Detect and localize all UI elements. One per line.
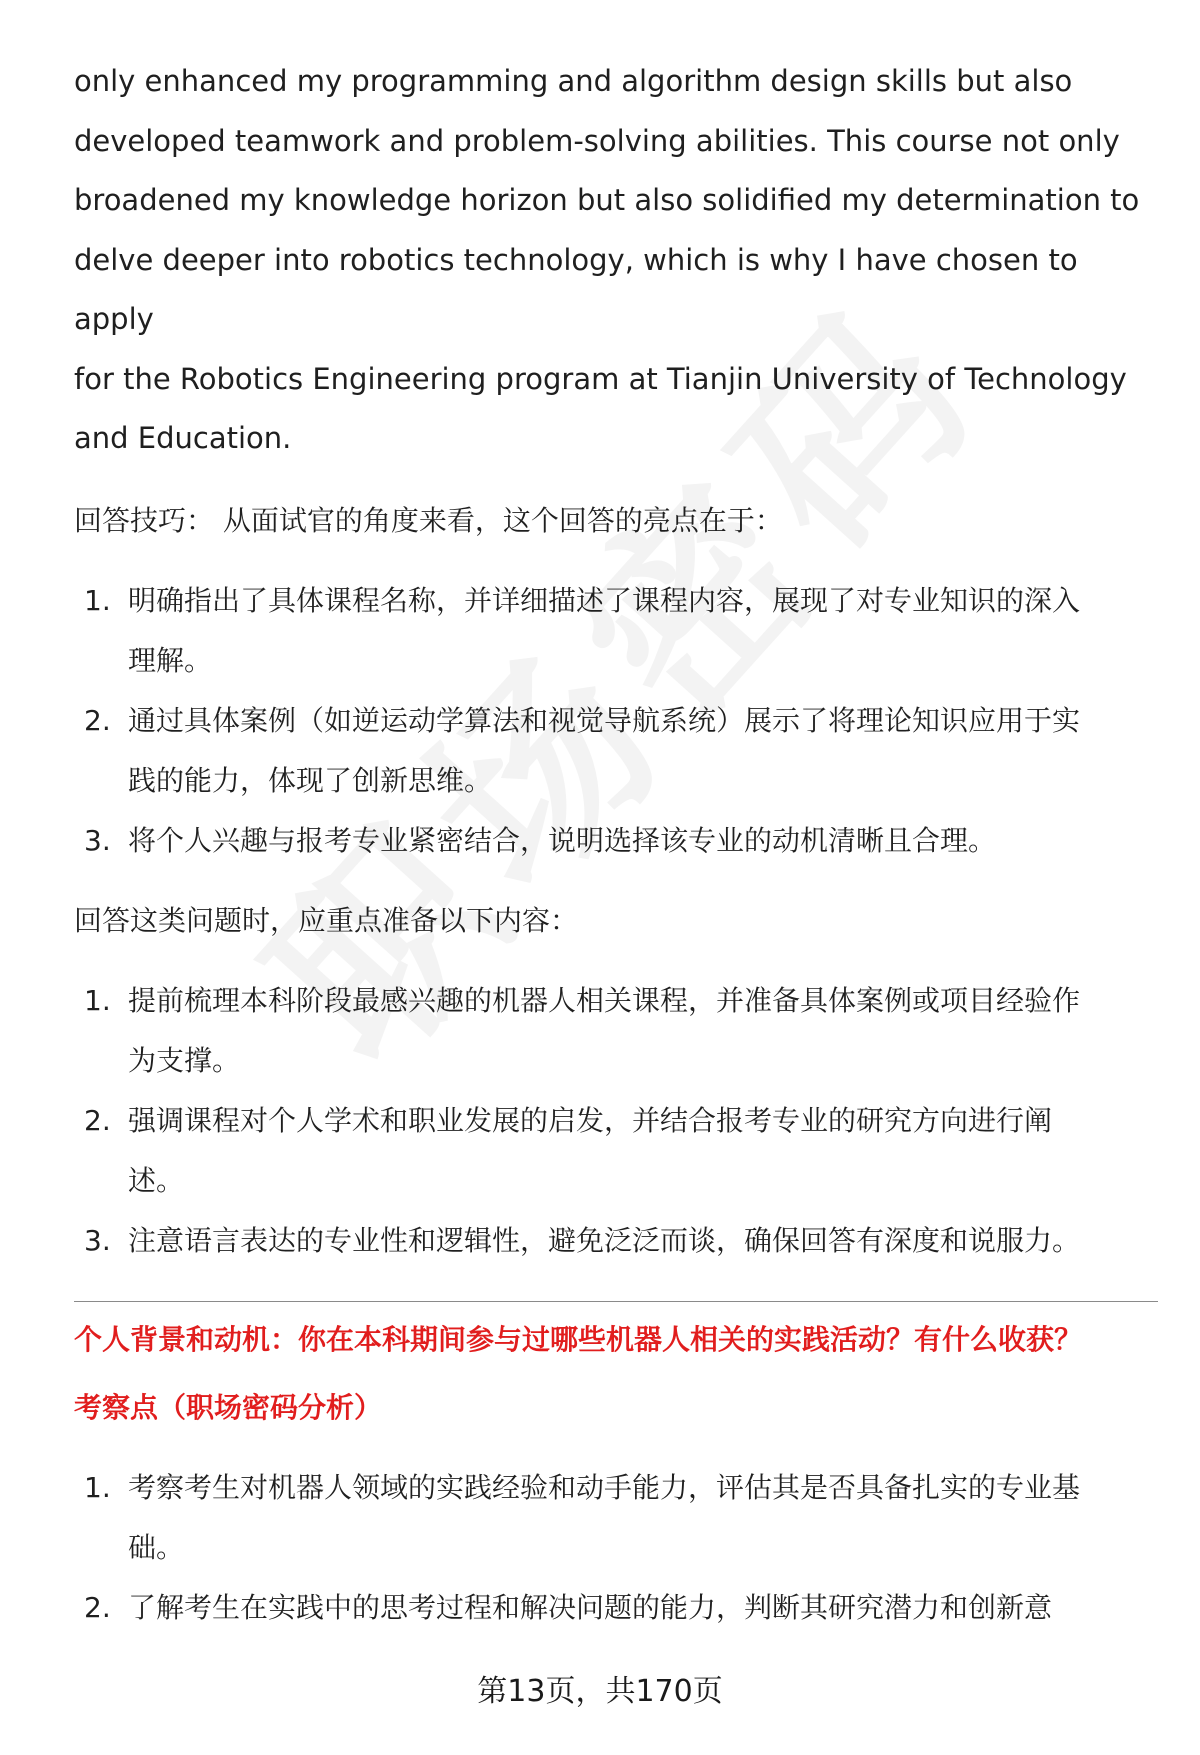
tips-heading: 回答技巧： 从面试官的角度来看，这个回答的亮点在于： [74, 503, 783, 537]
analysis-list [74, 1458, 1154, 1638]
intro-line: only enhanced my programming and algorithm design skills but also [74, 64, 1073, 98]
list-item [74, 971, 1154, 1091]
list-number: 2. [84, 703, 111, 737]
list-number: 3. [84, 1223, 111, 1257]
list-number: 2. [84, 1590, 111, 1624]
prep-heading: 回答这类问题时，应重点准备以下内容： [74, 903, 579, 937]
intro-paragraph [74, 52, 1154, 469]
list-item [74, 1211, 1154, 1271]
list-number: 1. [84, 1470, 111, 1504]
list-number: 1. [84, 983, 111, 1017]
list-item-line: 注意语言表达的专业性和逻辑性，避免泛泛而谈，确保回答有深度和说服力。 [128, 1223, 1081, 1257]
list-number: 2. [84, 1103, 111, 1137]
section-divider [74, 1301, 1158, 1302]
list-item-line: 将个人兴趣与报考专业紧密结合，说明选择该专业的动机清晰且合理。 [128, 823, 997, 857]
list-item-line: 考察考生对机器人领域的实践经验和动手能力，评估其是否具备扎实的专业基 [128, 1470, 1081, 1504]
list-item-line: 明确指出了具体课程名称，并详细描述了课程内容，展现了对专业知识的深入 [128, 583, 1081, 617]
document-page [74, 52, 1154, 1638]
list-item-line: 践的能力，体现了创新思维。 [128, 763, 493, 797]
list-item-line: 强调课程对个人学术和职业发展的启发，并结合报考专业的研究方向进行阐 [128, 1103, 1053, 1137]
list-item [74, 1458, 1154, 1578]
list-item-line: 理解。 [128, 643, 213, 677]
list-item-line: 为支撑。 [128, 1043, 241, 1077]
analysis-heading: 考察点（职场密码分析） [74, 1390, 383, 1424]
list-number: 1. [84, 583, 111, 617]
list-item-line: 础。 [128, 1530, 185, 1564]
list-item-line: 了解考生在实践中的思考过程和解决问题的能力，判断其研究潜力和创新意 [128, 1590, 1053, 1624]
tips-list [74, 571, 1154, 871]
list-item [74, 1091, 1154, 1211]
page-footer: 第13页，共170页 [477, 1674, 723, 1709]
question-heading: 个人背景和动机：你在本科期间参与过哪些机器人相关的实践活动？有什么收获？ [74, 1322, 1083, 1356]
list-number: 3. [84, 823, 111, 857]
intro-line: and Education. [74, 421, 292, 455]
intro-line: delve deeper into robotics technology, which is why I have chosen to apply [74, 242, 1078, 336]
list-item-line: 通过具体案例（如逆运动学算法和视觉导航系统）展示了将理论知识应用于实 [128, 703, 1081, 737]
prep-list [74, 971, 1154, 1271]
list-item [74, 811, 1154, 871]
list-item-line: 提前梳理本科阶段最感兴趣的机器人相关课程，并准备具体案例或项目经验作 [128, 983, 1081, 1017]
intro-line: broadened my knowledge horizon but also solidified my determination to [74, 183, 1140, 217]
list-item [74, 1578, 1154, 1638]
intro-line: developed teamwork and problem-solving abilities. This course not only [74, 123, 1120, 158]
intro-line: for the Robotics Engineering program at Tianjin University of Technology [74, 361, 1127, 396]
list-item [74, 571, 1154, 691]
list-item-line: 述。 [128, 1163, 185, 1197]
list-item [74, 691, 1154, 811]
